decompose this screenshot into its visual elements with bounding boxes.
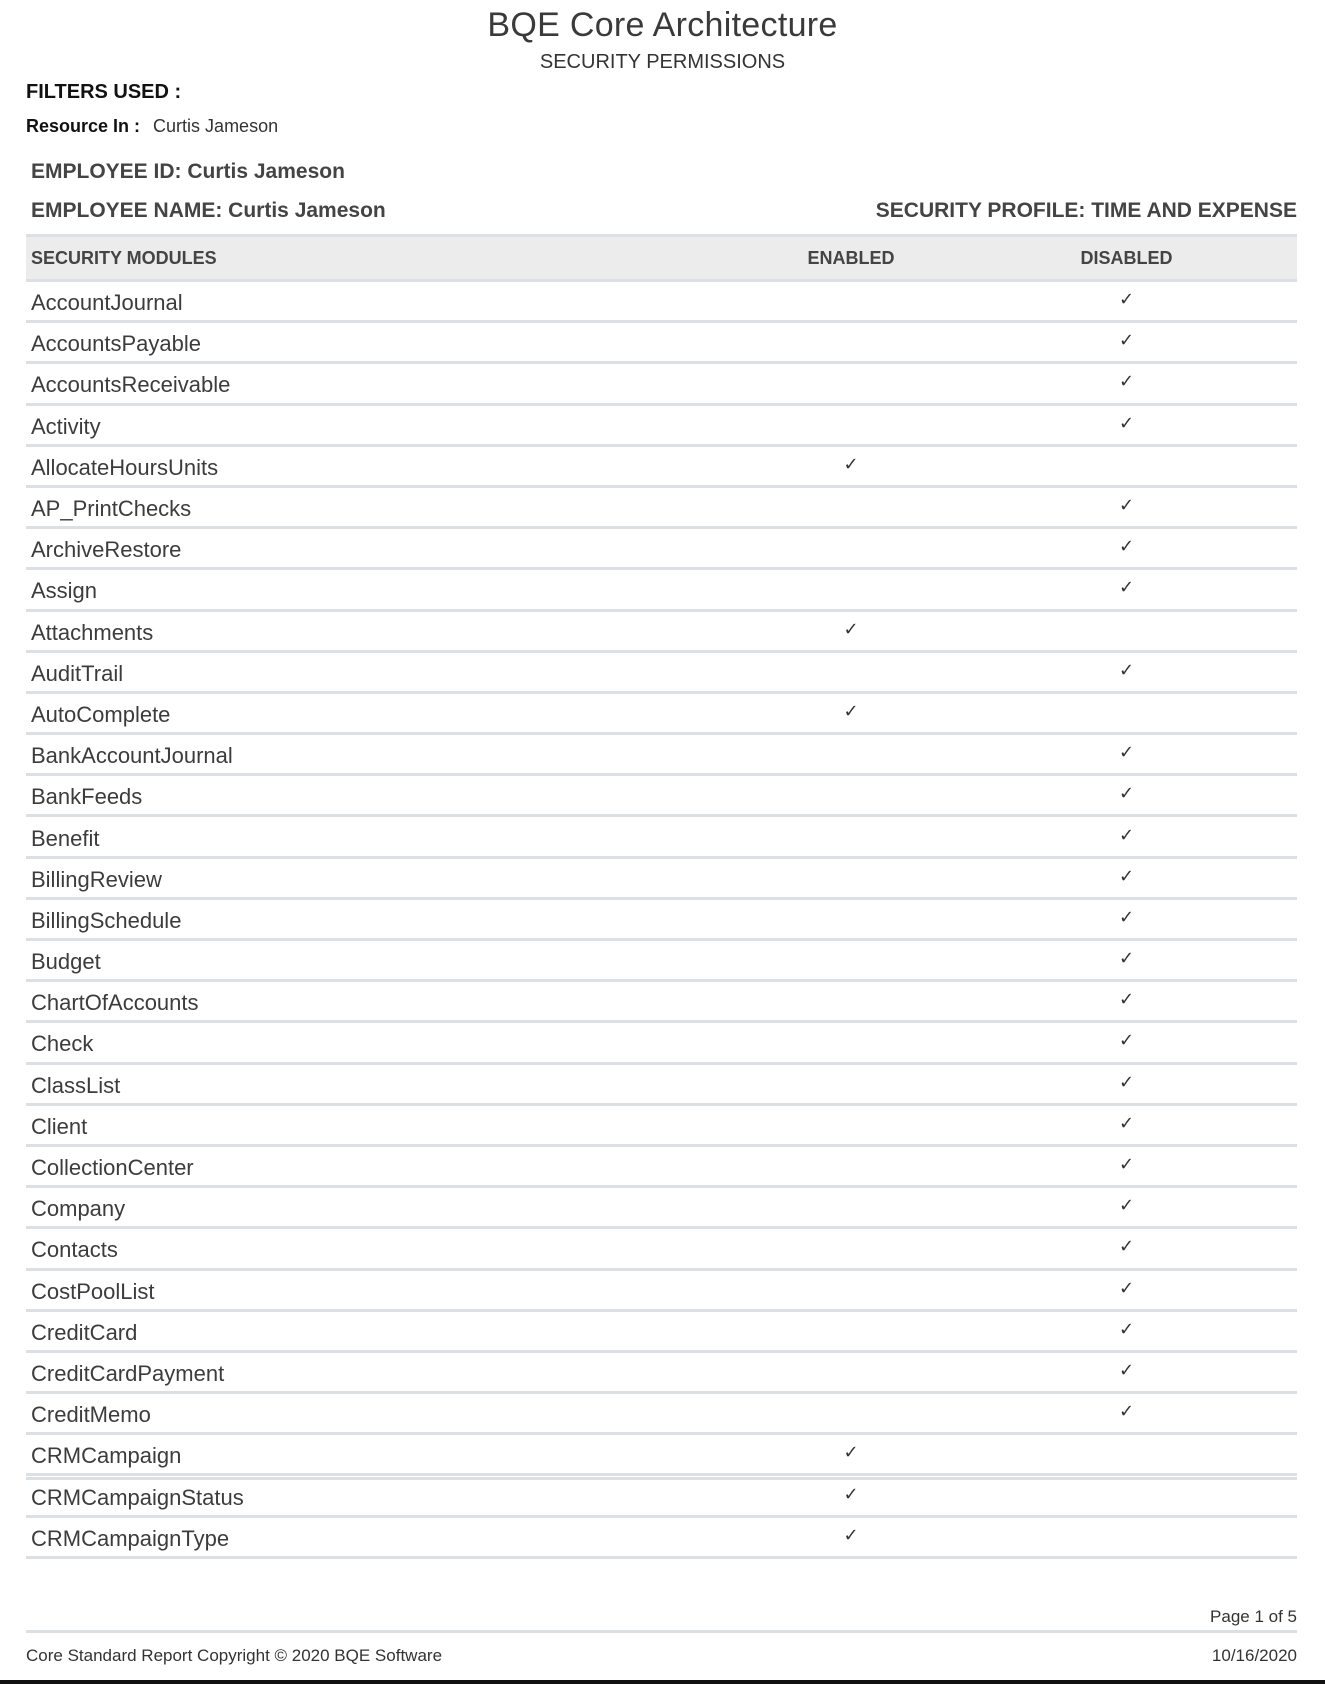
checkmark-icon: ✓ xyxy=(1118,577,1135,599)
table-row xyxy=(26,1476,1297,1517)
module-name: Company xyxy=(31,1196,126,1222)
checkmark-icon: ✓ xyxy=(843,1524,859,1546)
table-row xyxy=(26,612,1297,653)
table-row xyxy=(26,859,1297,900)
table-row xyxy=(26,1229,1297,1270)
table-row xyxy=(26,1188,1297,1229)
disabled-cell xyxy=(956,1359,1297,1385)
disabled-cell xyxy=(956,906,1297,932)
checkmark-icon: ✓ xyxy=(1118,412,1135,434)
checkmark-icon: ✓ xyxy=(1118,1071,1135,1093)
module-name: AutoComplete xyxy=(31,701,171,727)
report-subtitle: SECURITY PERMISSIONS xyxy=(539,51,786,73)
checkmark-icon: ✓ xyxy=(1118,1112,1135,1134)
table-row xyxy=(26,1312,1297,1353)
enabled-cell xyxy=(746,1441,956,1467)
disabled-cell xyxy=(956,947,1297,973)
disabled-cell xyxy=(956,1029,1297,1055)
filters-heading: FILTERS USED : xyxy=(26,81,182,103)
module-name: CostPoolList xyxy=(31,1278,155,1304)
module-name: AuditTrail xyxy=(31,660,124,686)
disabled-cell xyxy=(956,1194,1297,1220)
checkmark-icon: ✓ xyxy=(843,1442,859,1464)
module-name: AccountsReceivable xyxy=(31,372,231,398)
disabled-cell xyxy=(956,741,1297,767)
table-row xyxy=(26,406,1297,447)
table-row xyxy=(26,817,1297,858)
table-row xyxy=(26,529,1297,570)
disabled-cell xyxy=(956,782,1297,808)
checkmark-icon: ✓ xyxy=(843,618,859,640)
module-name: Activity xyxy=(31,413,101,439)
checkmark-icon: ✓ xyxy=(1118,536,1135,558)
checkmark-icon: ✓ xyxy=(1118,1359,1135,1381)
table-row xyxy=(26,653,1297,694)
table-row xyxy=(26,694,1297,735)
disabled-cell xyxy=(956,1071,1297,1097)
table-header xyxy=(26,234,1297,282)
report-title: BQE Core Architecture xyxy=(487,6,838,44)
disabled-cell xyxy=(956,576,1297,602)
table-row xyxy=(26,941,1297,982)
table-row xyxy=(26,735,1297,776)
divider xyxy=(26,1477,1297,1480)
checkmark-icon: ✓ xyxy=(1118,371,1135,393)
table-row xyxy=(26,1023,1297,1064)
checkmark-icon: ✓ xyxy=(1118,289,1135,311)
table-row xyxy=(26,1435,1297,1476)
checkmark-icon: ✓ xyxy=(1118,1030,1135,1052)
module-name: Benefit xyxy=(31,825,100,851)
module-name: AccountsPayable xyxy=(31,331,201,357)
column-header-enabled: ENABLED xyxy=(807,247,895,268)
filter-resource-label: Resource In : xyxy=(26,116,141,136)
checkmark-icon: ✓ xyxy=(1118,865,1135,887)
disabled-cell xyxy=(956,1235,1297,1261)
disabled-cell xyxy=(956,659,1297,685)
module-name: AllocateHoursUnits xyxy=(31,454,219,480)
disabled-cell xyxy=(956,535,1297,561)
disabled-cell xyxy=(956,1318,1297,1344)
table-row xyxy=(26,447,1297,488)
module-name: CRMCampaignType xyxy=(31,1525,230,1551)
table-row xyxy=(26,282,1297,323)
checkmark-icon: ✓ xyxy=(1118,742,1135,764)
module-name: CreditCardPayment xyxy=(31,1360,225,1386)
table-row xyxy=(26,323,1297,364)
enabled-cell xyxy=(746,618,956,644)
module-name: ClassList xyxy=(31,1072,121,1098)
checkmark-icon: ✓ xyxy=(1118,330,1135,352)
table-row xyxy=(26,364,1297,405)
disabled-cell xyxy=(956,865,1297,891)
module-name: Check xyxy=(31,1031,94,1057)
module-name: CollectionCenter xyxy=(31,1155,194,1181)
checkmark-icon: ✓ xyxy=(1118,1236,1135,1258)
checkmark-icon: ✓ xyxy=(1118,989,1135,1011)
module-name: CRMCampaignStatus xyxy=(31,1484,244,1510)
checkmark-icon: ✓ xyxy=(1118,824,1135,846)
checkmark-icon: ✓ xyxy=(1118,495,1135,517)
disabled-cell xyxy=(956,412,1297,438)
column-header-modules: SECURITY MODULES xyxy=(31,247,217,268)
table-row xyxy=(26,1518,1297,1559)
security-profile: SECURITY PROFILE: TIME AND EXPENSE xyxy=(875,199,1297,222)
table-row xyxy=(26,488,1297,529)
disabled-cell xyxy=(956,494,1297,520)
table-row xyxy=(26,1353,1297,1394)
module-name: BillingReview xyxy=(31,866,162,892)
page-bottom-border xyxy=(0,1680,1325,1684)
module-name: Budget xyxy=(31,949,101,975)
disabled-cell xyxy=(956,1112,1297,1138)
enabled-cell xyxy=(746,453,956,479)
module-name: BankFeeds xyxy=(31,784,143,810)
table-row xyxy=(26,1106,1297,1147)
table-row xyxy=(26,982,1297,1023)
checkmark-icon: ✓ xyxy=(843,1483,859,1505)
checkmark-icon: ✓ xyxy=(1118,1277,1135,1299)
module-name: CRMCampaign xyxy=(31,1443,182,1469)
enabled-cell xyxy=(746,1524,956,1550)
checkmark-icon: ✓ xyxy=(1118,1195,1135,1217)
disabled-cell xyxy=(956,370,1297,396)
checkmark-icon: ✓ xyxy=(1118,659,1135,681)
checkmark-icon: ✓ xyxy=(1118,1318,1135,1340)
table-row xyxy=(26,1394,1297,1435)
disabled-cell xyxy=(956,329,1297,355)
checkmark-icon: ✓ xyxy=(1118,1154,1135,1176)
employee-name: EMPLOYEE NAME: Curtis Jameson xyxy=(31,199,386,222)
disabled-cell xyxy=(956,1277,1297,1303)
print-date: 10/16/2020 xyxy=(1211,1646,1297,1665)
module-name: CreditCard xyxy=(31,1319,138,1345)
table-row xyxy=(26,1065,1297,1106)
module-name: ArchiveRestore xyxy=(31,537,182,563)
checkmark-icon: ✓ xyxy=(1118,948,1135,970)
table-body xyxy=(26,282,1297,1559)
module-name: BankAccountJournal xyxy=(31,743,233,769)
module-name: ChartOfAccounts xyxy=(31,990,199,1016)
checkmark-icon: ✓ xyxy=(843,700,859,722)
disabled-cell xyxy=(956,1400,1297,1426)
page-number: Page 1 of 5 xyxy=(1210,1607,1297,1626)
filter-resource xyxy=(26,116,278,137)
table-row xyxy=(26,1147,1297,1188)
enabled-cell xyxy=(746,700,956,726)
checkmark-icon: ✓ xyxy=(1118,783,1135,805)
disabled-cell xyxy=(956,288,1297,314)
disabled-cell xyxy=(956,824,1297,850)
employee-id: EMPLOYEE ID: Curtis Jameson xyxy=(31,160,345,183)
disabled-cell xyxy=(956,1153,1297,1179)
module-name: Client xyxy=(31,1113,88,1139)
copyright: Core Standard Report Copyright © 2020 BQE Software xyxy=(26,1646,443,1665)
table-row xyxy=(26,776,1297,817)
filter-resource-value: Curtis Jameson xyxy=(153,116,279,136)
column-header-disabled: DISABLED xyxy=(1080,247,1173,268)
table-row xyxy=(26,1271,1297,1312)
table-row xyxy=(26,900,1297,941)
enabled-cell xyxy=(746,1483,956,1509)
permissions-table xyxy=(26,234,1297,1559)
checkmark-icon: ✓ xyxy=(1118,1401,1135,1423)
table-row xyxy=(26,570,1297,611)
module-name: AccountJournal xyxy=(31,290,183,316)
checkmark-icon: ✓ xyxy=(843,453,859,475)
checkmark-icon: ✓ xyxy=(1118,906,1135,928)
module-name: AP_PrintChecks xyxy=(31,496,192,522)
disabled-cell xyxy=(956,988,1297,1014)
footer-divider xyxy=(26,1630,1297,1633)
module-name: Attachments xyxy=(31,619,154,645)
module-name: BillingSchedule xyxy=(31,907,182,933)
module-name: CreditMemo xyxy=(31,1402,151,1428)
module-name: Assign xyxy=(31,578,98,604)
module-name: Contacts xyxy=(31,1237,118,1263)
